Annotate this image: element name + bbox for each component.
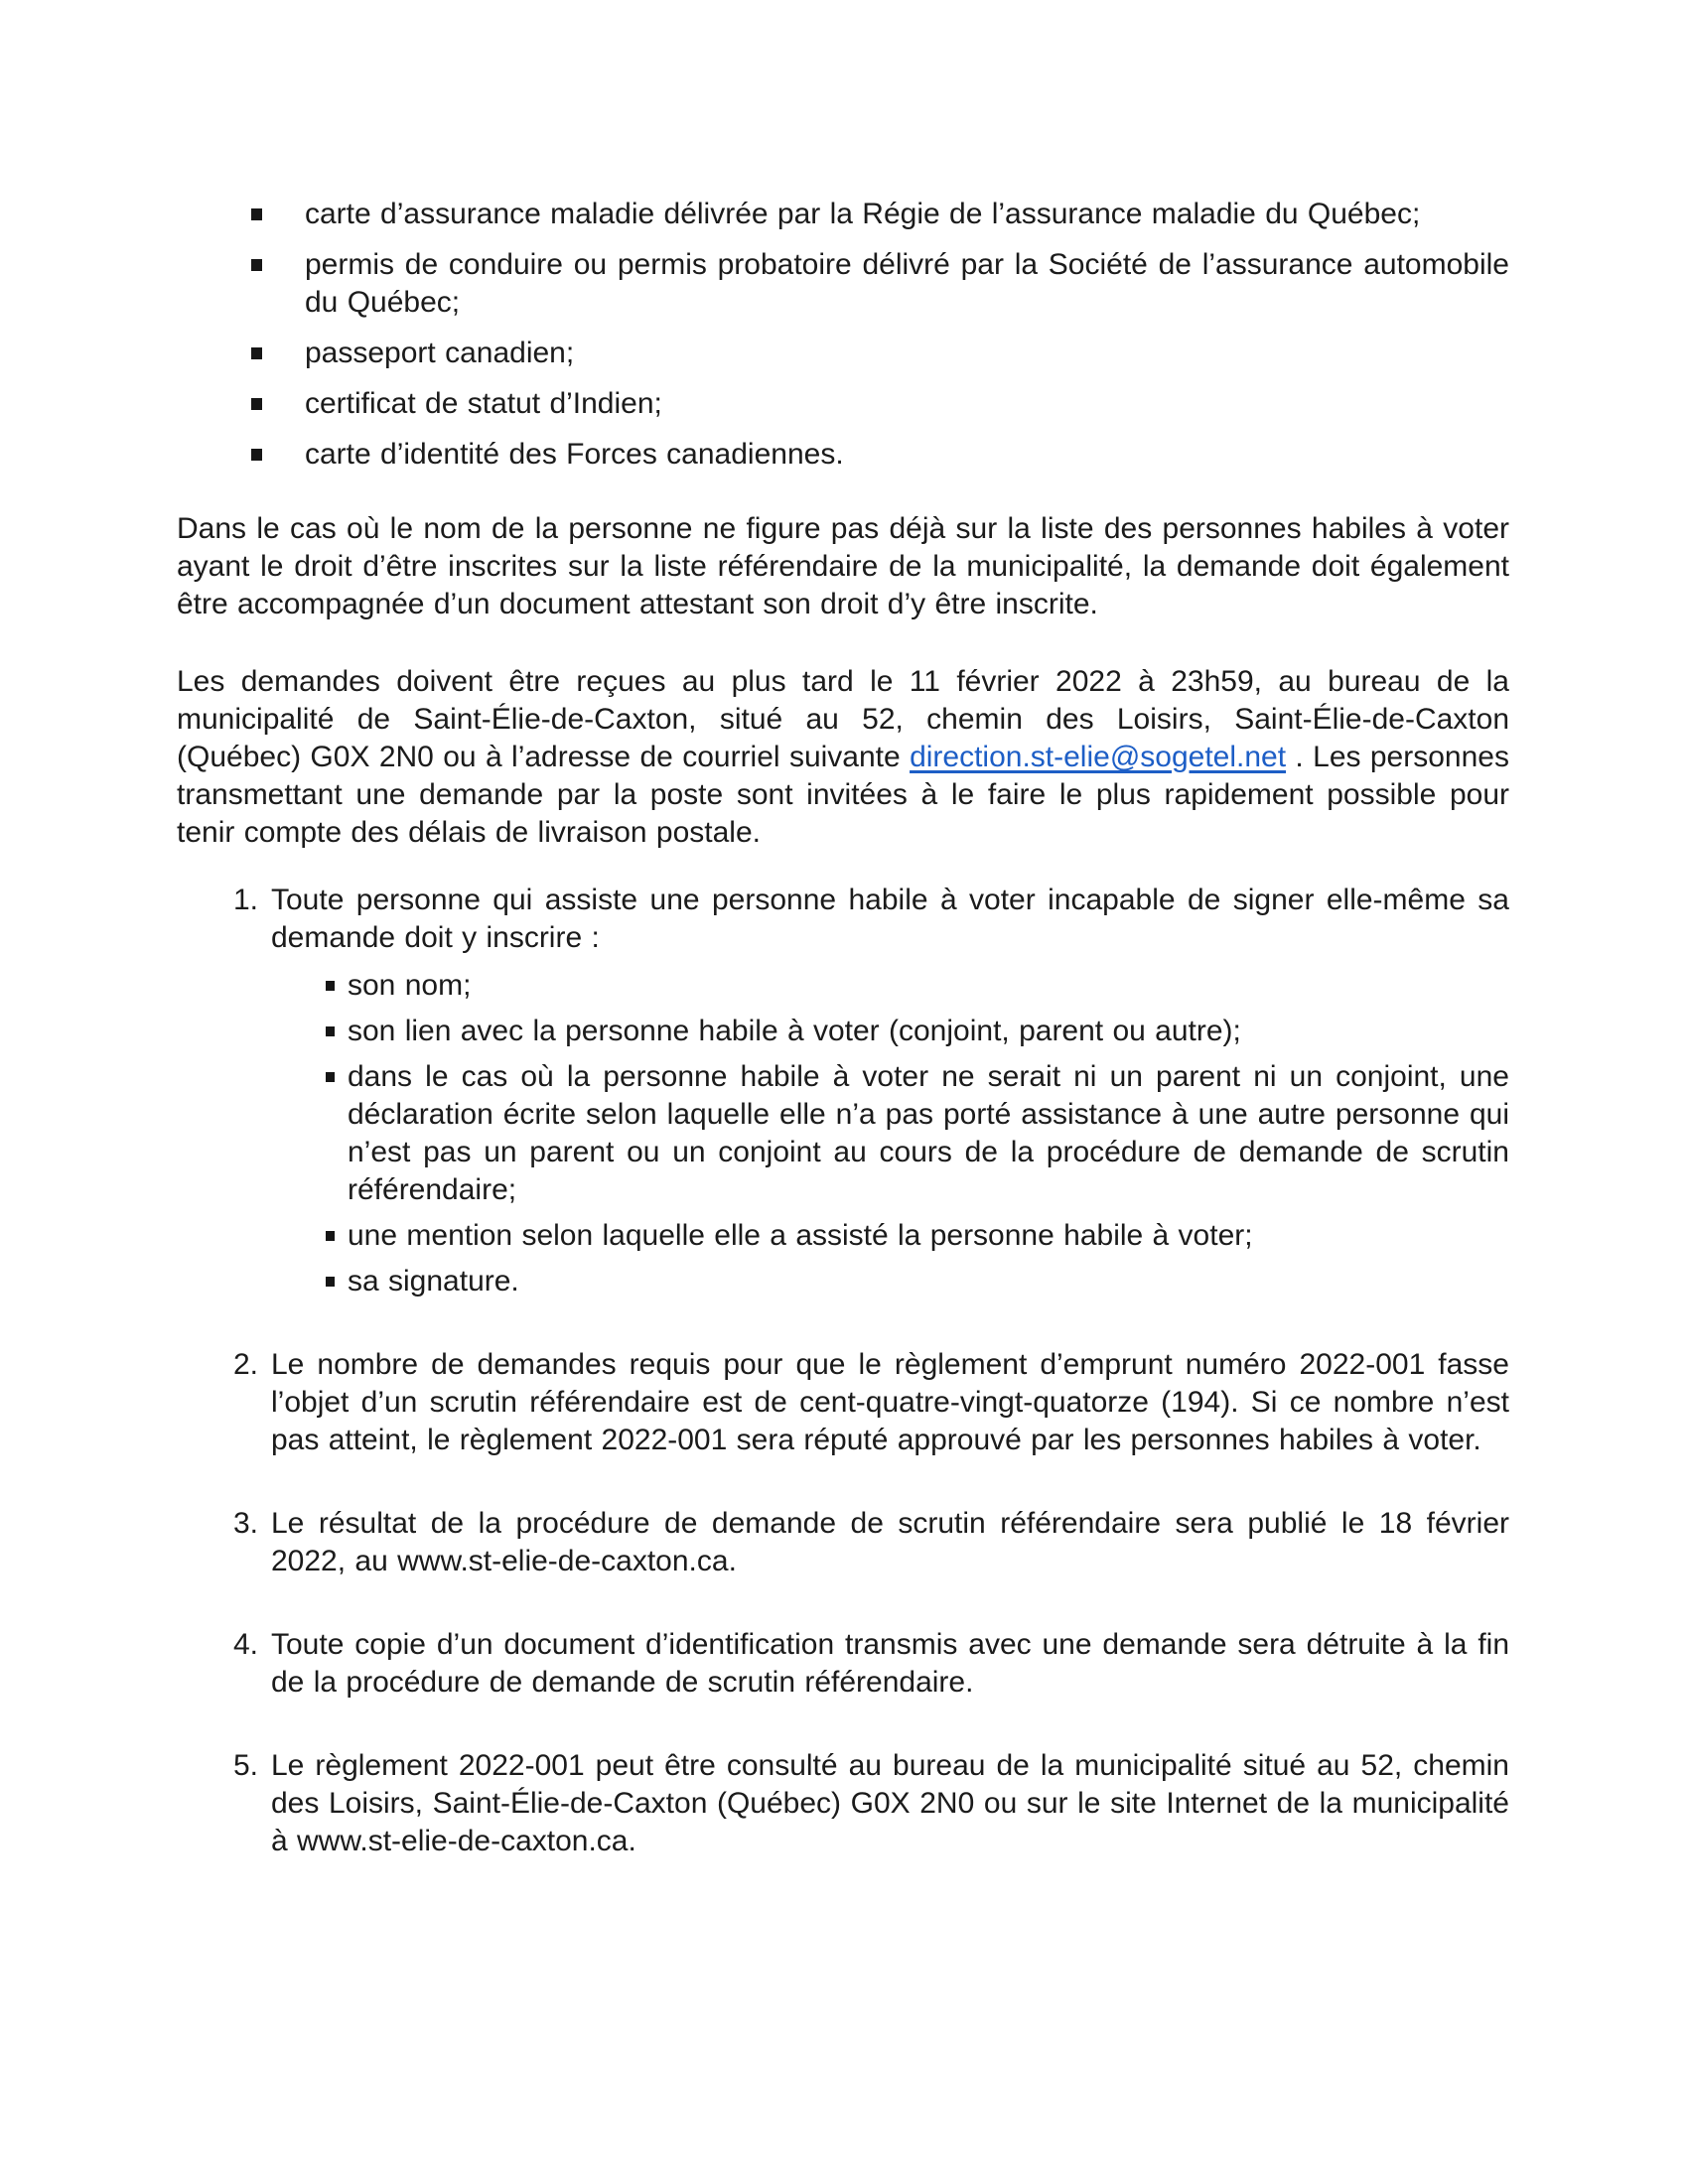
item-number: 1. <box>233 884 259 916</box>
deadline-text-before-link: Les demandes doivent être reçues au plus tard le 11 février 2022 à 23h59, au bureau de la municipalité de Saint-Élie-de-Caxton, situé au 52, chemin des Loisirs, Saint-Élie-de-Caxton (Québec) G0X 2N0 ou à l’adresse de courriel suivante <box>177 665 1509 773</box>
numbered-item-text: Toute copie d’un document d’identification transmis avec une demande sera détruite à la fin de la procédure de demande de scrutin référendaire. <box>271 1628 1509 1699</box>
square-bullet-icon <box>326 981 335 991</box>
sub-list-item-text: son lien avec la personne habile à voter (conjoint, parent ou autre); <box>348 1015 1241 1047</box>
list-item-text: permis de conduire ou permis probatoire délivré par la Société de l’assurance automobile du Québec; <box>305 248 1509 319</box>
item-number: 4. <box>233 1628 259 1661</box>
numbered-item-text: Toute personne qui assiste une personne habile à voter incapable de signer elle-même sa demande doit y inscrire : <box>271 884 1509 954</box>
list-item <box>177 436 1509 474</box>
item-number: 5. <box>233 1749 259 1782</box>
paragraph-deadline <box>177 663 1509 852</box>
email-link[interactable]: direction.st-elie@sogetel.net <box>910 741 1287 773</box>
numbered-list <box>177 882 1509 1860</box>
square-bullet-icon <box>251 208 262 220</box>
numbered-item-2 <box>177 1346 1509 1459</box>
identity-document-list <box>177 196 1509 474</box>
list-item-text: certificat de statut d’Indien; <box>305 387 662 420</box>
list-item <box>177 385 1509 423</box>
numbered-item-1 <box>177 882 1509 1300</box>
list-item-text: carte d’identité des Forces canadiennes. <box>305 438 844 471</box>
square-bullet-icon <box>326 1072 335 1082</box>
sub-list-item <box>271 1217 1509 1255</box>
numbered-item-5 <box>177 1747 1509 1860</box>
list-item <box>177 335 1509 372</box>
numbered-item-text: Le nombre de demandes requis pour que le règlement d’emprunt numéro 2022-001 fasse l’objet d’un scrutin référendaire est de cent-quatre-vingt-quatorze (194). Si ce nombre n’est pas atteint, le règlement 2022-001 sera réputé approuvé par les personnes habiles à voter. <box>271 1348 1509 1456</box>
sub-list-item-text: dans le cas où la personne habile à voter ne serait ni un parent ni un conjoint, une déclaration écrite selon laquelle elle n’a pas porté assistance à une autre personne qui n’est pas un parent ou un conjoint au cours de la procédure de demande de scrutin référendaire; <box>348 1060 1509 1206</box>
square-bullet-icon <box>251 449 262 461</box>
sub-list-item <box>271 1263 1509 1300</box>
paragraph-eligibility: Dans le cas où le nom de la personne ne figure pas déjà sur la liste des personnes habiles à voter ayant le droit d’être inscrites sur la liste référendaire de la municipalité, la demande doit également être accompagnée d’un document attestant son droit d’y être inscrite. <box>177 512 1509 620</box>
numbered-item-3 <box>177 1505 1509 1580</box>
square-bullet-icon <box>251 259 262 271</box>
numbered-item-text: Le résultat de la procédure de demande de scrutin référendaire sera publié le 18 février 2022, au www.st-elie-de-caxton.ca. <box>271 1507 1509 1577</box>
list-item-text: passeport canadien; <box>305 337 575 369</box>
numbered-item-text: Le règlement 2022-001 peut être consulté au bureau de la municipalité situé au 52, chemin des Loisirs, Saint-Élie-de-Caxton (Québec) G0X 2N0 ou sur le site Internet de la municipalité à www.st-elie-de-caxton.ca. <box>271 1749 1509 1857</box>
square-bullet-icon <box>326 1277 335 1287</box>
sub-list-item-text: sa signature. <box>348 1265 519 1297</box>
document-body <box>177 196 1509 1860</box>
list-item <box>177 196 1509 233</box>
list-item <box>177 246 1509 322</box>
square-bullet-icon <box>326 1231 335 1241</box>
assistance-requirements-list <box>271 967 1509 1300</box>
item-number: 2. <box>233 1348 259 1381</box>
deadline-text-after-link: . Les personnes transmettant une demande par la poste sont invitées à le faire le plus rapidement possible pour tenir compte des délais de livraison postale. <box>177 741 1509 849</box>
numbered-item-4 <box>177 1626 1509 1702</box>
sub-list-item-text: une mention selon laquelle elle a assisté la personne habile à voter; <box>348 1219 1253 1252</box>
square-bullet-icon <box>251 347 262 359</box>
sub-list-item <box>271 1058 1509 1209</box>
sub-list-item <box>271 967 1509 1005</box>
sub-list-item <box>271 1013 1509 1050</box>
list-item-text: carte d’assurance maladie délivrée par la Régie de l’assurance maladie du Québec; <box>305 198 1421 230</box>
sub-list-item-text: son nom; <box>348 969 472 1002</box>
square-bullet-icon <box>326 1026 335 1036</box>
square-bullet-icon <box>251 398 262 410</box>
item-number: 3. <box>233 1507 259 1540</box>
